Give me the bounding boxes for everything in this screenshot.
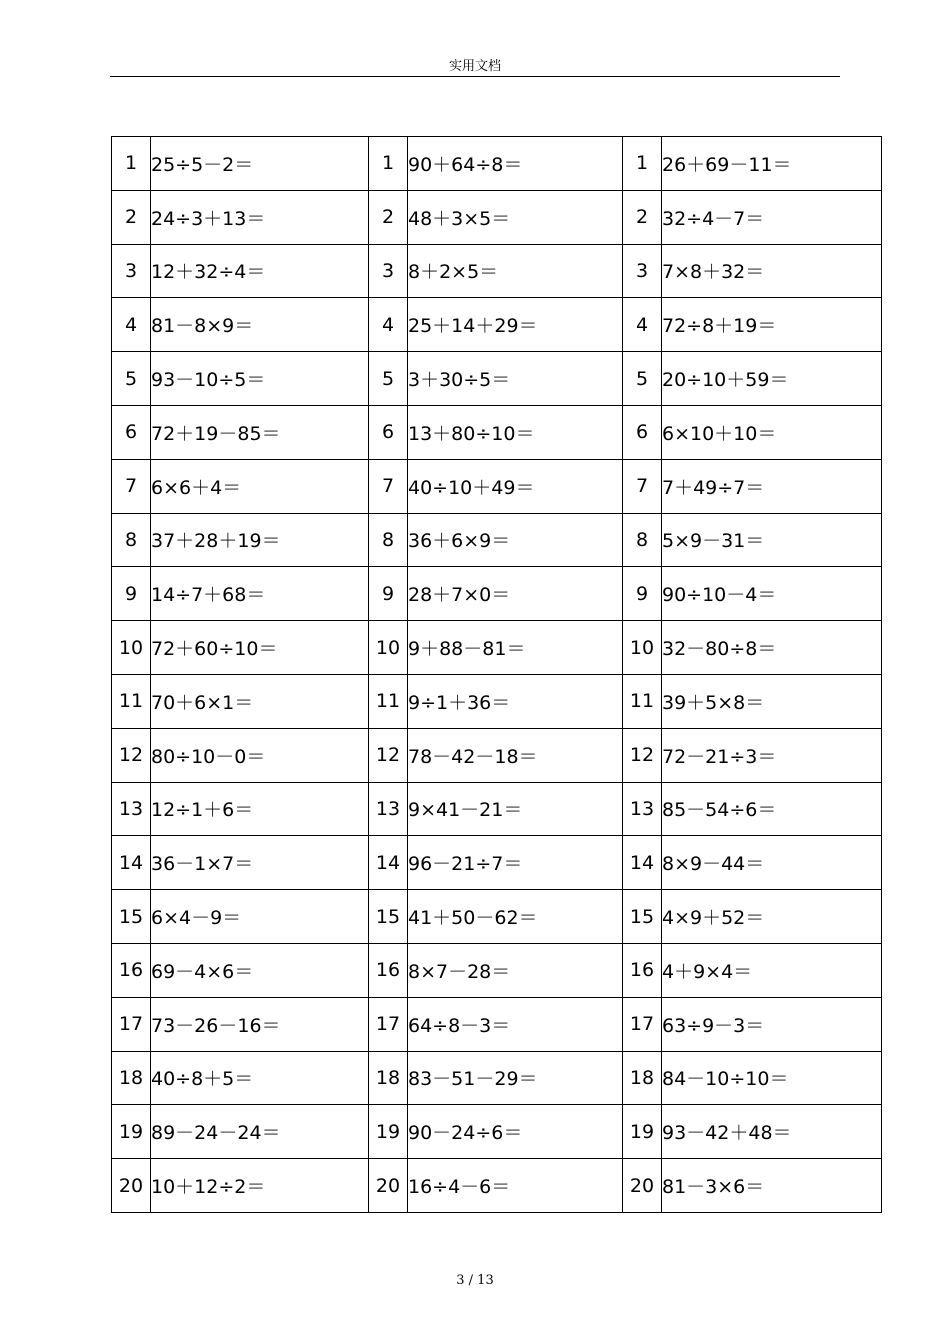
problem-expression: 93－42＋48＝ [662,1105,882,1159]
problem-expression: 25÷5－2＝ [151,137,369,191]
problem-expression: 25＋14＋29＝ [408,298,623,352]
problem-number: 18 [623,1051,662,1105]
problem-number: 6 [112,405,151,459]
problem-expression: 96－21÷7＝ [408,836,623,890]
problem-number: 9 [112,567,151,621]
problem-expression: 8×9－44＝ [662,836,882,890]
problem-expression: 9×41－21＝ [408,782,623,836]
problem-number: 2 [112,190,151,244]
problem-number: 15 [623,890,662,944]
problem-number: 20 [369,1159,408,1213]
problem-expression: 72＋19－85＝ [151,405,369,459]
problem-expression: 85－54÷6＝ [662,782,882,836]
problem-number: 11 [112,674,151,728]
problem-number: 1 [623,137,662,191]
problem-number: 17 [369,997,408,1051]
table-row [112,459,882,513]
problem-expression: 6×4－9＝ [151,890,369,944]
problem-expression: 81－8×9＝ [151,298,369,352]
page-header [110,58,840,77]
problem-number: 3 [112,244,151,298]
table-row [112,298,882,352]
header-title: 实用文档 [448,59,501,74]
problem-expression: 8×7－28＝ [408,943,623,997]
exercise-table-body [112,137,882,1213]
problem-expression: 84－10÷10＝ [662,1051,882,1105]
problem-number: 19 [623,1105,662,1159]
problem-expression: 83－51－29＝ [408,1051,623,1105]
problem-expression: 14÷7＋68＝ [151,567,369,621]
problem-number: 9 [623,567,662,621]
table-row [112,1159,882,1213]
problem-expression: 93－10÷5＝ [151,352,369,406]
problem-expression: 6×6＋4＝ [151,459,369,513]
problem-expression: 63÷9－3＝ [662,997,882,1051]
problem-expression: 20÷10＋59＝ [662,352,882,406]
problem-expression: 24÷3＋13＝ [151,190,369,244]
problem-expression: 6×10＋10＝ [662,405,882,459]
problem-number: 7 [623,459,662,513]
problem-expression: 69－4×6＝ [151,943,369,997]
problem-number: 12 [623,728,662,782]
problem-expression: 26＋69－11＝ [662,137,882,191]
problem-number: 11 [623,674,662,728]
problem-number: 18 [369,1051,408,1105]
problem-expression: 36＋6×9＝ [408,513,623,567]
problem-number: 13 [369,782,408,836]
table-row [112,782,882,836]
problem-number: 12 [369,728,408,782]
problem-number: 4 [623,298,662,352]
table-row [112,567,882,621]
problem-number: 13 [623,782,662,836]
problem-expression: 72÷8＋19＝ [662,298,882,352]
problem-number: 8 [112,513,151,567]
problem-expression: 40÷8＋5＝ [151,1051,369,1105]
problem-expression: 13＋80÷10＝ [408,405,623,459]
table-row [112,190,882,244]
problem-number: 8 [623,513,662,567]
table-row [112,137,882,191]
problem-expression: 72＋60÷10＝ [151,621,369,675]
problem-number: 2 [623,190,662,244]
problem-number: 6 [369,405,408,459]
problem-number: 4 [112,298,151,352]
problem-expression: 41＋50－62＝ [408,890,623,944]
table-row [112,728,882,782]
problem-number: 2 [369,190,408,244]
problem-number: 17 [112,997,151,1051]
problem-number: 20 [112,1159,151,1213]
table-row [112,1105,882,1159]
problem-expression: 90－24÷6＝ [408,1105,623,1159]
problem-number: 18 [112,1051,151,1105]
problem-expression: 80÷10－0＝ [151,728,369,782]
problem-expression: 12＋32÷4＝ [151,244,369,298]
problem-expression: 48＋3×5＝ [408,190,623,244]
problem-number: 15 [112,890,151,944]
table-row [112,836,882,890]
page-number: 3 / 13 [456,1273,494,1288]
problem-expression: 8＋2×5＝ [408,244,623,298]
problem-number: 14 [112,836,151,890]
table-row [112,244,882,298]
table-row [112,997,882,1051]
problem-number: 3 [369,244,408,298]
problem-expression: 64÷8－3＝ [408,997,623,1051]
problem-number: 11 [369,674,408,728]
problem-number: 7 [112,459,151,513]
table-row [112,405,882,459]
problem-number: 10 [623,621,662,675]
problem-number: 14 [623,836,662,890]
problem-expression: 9＋88－81＝ [408,621,623,675]
problem-expression: 4×9＋52＝ [662,890,882,944]
problem-number: 10 [369,621,408,675]
problem-number: 3 [623,244,662,298]
problem-number: 5 [112,352,151,406]
problem-expression: 37＋28＋19＝ [151,513,369,567]
problem-number: 5 [623,352,662,406]
problem-expression: 10＋12÷2＝ [151,1159,369,1213]
problem-number: 8 [369,513,408,567]
problem-number: 15 [369,890,408,944]
problem-expression: 70＋6×1＝ [151,674,369,728]
problem-expression: 32－80÷8＝ [662,621,882,675]
table-row [112,1051,882,1105]
problem-expression: 90＋64÷8＝ [408,137,623,191]
table-row [112,621,882,675]
problem-expression: 12÷1＋6＝ [151,782,369,836]
problem-number: 19 [369,1105,408,1159]
problem-expression: 39＋5×8＝ [662,674,882,728]
table-row [112,943,882,997]
problem-expression: 72－21÷3＝ [662,728,882,782]
table-row [112,674,882,728]
problem-expression: 81－3×6＝ [662,1159,882,1213]
problem-number: 16 [369,943,408,997]
problem-expression: 3＋30÷5＝ [408,352,623,406]
problem-expression: 78－42－18＝ [408,728,623,782]
table-row [112,513,882,567]
table-row [112,352,882,406]
problem-number: 17 [623,997,662,1051]
problem-number: 16 [112,943,151,997]
problem-expression: 5×9－31＝ [662,513,882,567]
table-row [112,890,882,944]
problem-expression: 90÷10－4＝ [662,567,882,621]
problem-number: 14 [369,836,408,890]
problem-number: 16 [623,943,662,997]
problem-expression: 40÷10＋49＝ [408,459,623,513]
problem-expression: 7＋49÷7＝ [662,459,882,513]
problem-number: 1 [112,137,151,191]
problem-number: 20 [623,1159,662,1213]
problem-number: 4 [369,298,408,352]
problem-number: 1 [369,137,408,191]
arithmetic-exercise-table [111,136,882,1213]
problem-expression: 7×8＋32＝ [662,244,882,298]
problem-number: 10 [112,621,151,675]
problem-number: 12 [112,728,151,782]
problem-number: 19 [112,1105,151,1159]
problem-number: 13 [112,782,151,836]
problem-number: 6 [623,405,662,459]
problem-expression: 89－24－24＝ [151,1105,369,1159]
problem-number: 5 [369,352,408,406]
problem-expression: 32÷4－7＝ [662,190,882,244]
problem-expression: 28＋7×0＝ [408,567,623,621]
problem-number: 9 [369,567,408,621]
problem-expression: 16÷4－6＝ [408,1159,623,1213]
problem-expression: 9÷1＋36＝ [408,674,623,728]
problem-expression: 4＋9×4＝ [662,943,882,997]
problem-number: 7 [369,459,408,513]
page-footer [0,1273,950,1288]
problem-expression: 36－1×7＝ [151,836,369,890]
problem-expression: 73－26－16＝ [151,997,369,1051]
